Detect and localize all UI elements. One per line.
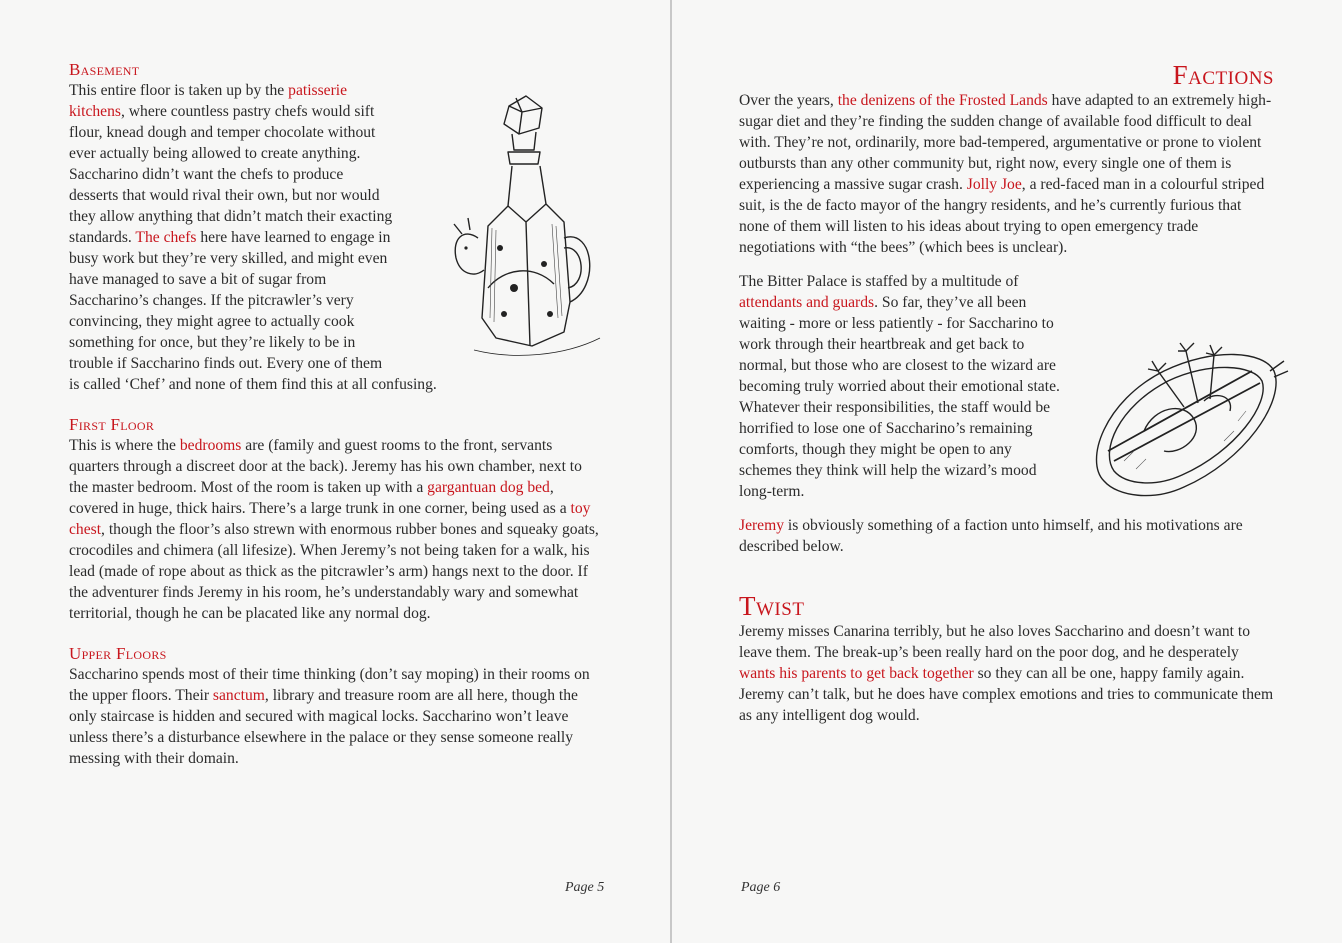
text-span: Saccharino spends most of their time thinking (don’t say moping) in their rooms on the upper floors. Their: [69, 666, 590, 704]
highlight-patisserie-kitchens: patisserie kitchens: [69, 82, 348, 120]
highlight-jeremy: Jeremy: [739, 517, 785, 534]
paragraph-upper-floors: [69, 664, 604, 769]
text-span: This entire floor is taken up by the: [69, 82, 289, 99]
text-span: here have learned to engage in busy work but they’re very skilled, and might even have managed to save a bit of sugar from Saccharino’s changes. If the pitcrawler’s very convincing, they might agree to actually cook something for once, but they’re likely to be in trouble if Saccharino finds out. Every one of them is called ‘Chef’ and none of them find this at all confusing.: [69, 229, 437, 393]
highlight-toy-chest: toy chest: [69, 500, 591, 538]
page-left: [0, 0, 670, 943]
text-span: , though the floor’s also strewn with enormous rubber bones and squeaky goats, crocodiles and chimera (all lifesize). When Jeremy’s not being taken for a walk, his lead (made of rope about as thick as the pitcrawler’s arm) hangs next to the door. If the adventurer finds Jeremy in his room, he’s understandably wary and somewhat territorial, though he can be placated like any normal dog.: [69, 521, 599, 622]
heading-upper-floors: Upper Floors: [69, 644, 167, 663]
text-span: . So far, they’ve all been waiting - more or less patiently - for Saccharino to work through their heartbreak and get back to normal, but those who are closest to the wizard are becoming truly worried about their emotional state. Whatever their responsibilities, the staff would be horrified to lose one of Saccharino’s remaining comforts, though they might be open to any schemes they think will help the wizard’s mood long-term.: [739, 294, 1060, 500]
highlight-dog-bed: gargantuan dog bed: [427, 479, 550, 496]
text-span: Over the years,: [739, 92, 838, 109]
highlight-parents-together: wants his parents to get back together: [739, 665, 974, 682]
text-span: so they can all be one, happy family again. Jeremy can’t talk, but he does have complex emotions and tries to communicate them as any intelligent dog would.: [739, 665, 1274, 724]
text-span: The Bitter Palace is staffed by a multitude of: [739, 273, 1019, 290]
paragraph-first-floor: [69, 435, 604, 624]
text-span: are (family and guest rooms to the front, servants quarters through a discreet door at the back). Jeremy has his own chamber, next to the master bedroom. Most of the room is taken up with a: [69, 437, 582, 496]
highlight-the-chefs: The chefs: [135, 229, 197, 246]
text-span: This is where the: [69, 437, 180, 454]
text-span: is obviously something of a faction unto himself, and his motivations are described below.: [739, 517, 1243, 555]
heading-first-floor: First Floor: [69, 415, 155, 434]
text-span: , where countless pastry chefs would sift flour, knead dough and temper chocolate without ever actually being allowed to create anything. Saccharino didn’t want the chefs to produce desserts that would rival their own, but nor would they allow anything that didn’t match their exacting standards.: [69, 103, 393, 246]
highlight-attendants-guards: attendants and guards: [739, 294, 875, 311]
potion-bottle-illustration: [404, 88, 604, 358]
right-column: [739, 60, 1274, 726]
paragraph-factions-1: [739, 90, 1274, 258]
shield-with-arrows-illustration: [1074, 311, 1304, 511]
paragraph-factions-3: [739, 515, 1274, 557]
highlight-sanctum: sanctum: [212, 687, 265, 704]
paragraph-twist: [739, 621, 1274, 726]
left-column: [69, 60, 604, 769]
page-number: Page 6: [741, 880, 781, 895]
text-span: , library and treasure room are all here, though the only staircase is hidden and secured with magical locks. Saccharino won’t leave unless there’s a disturbance elsewhere in the palace or they sense someone really messing with their domain.: [69, 687, 578, 767]
highlight-denizens: the denizens of the Frosted Lands: [837, 92, 1048, 109]
heading-twist: Twist: [739, 591, 805, 621]
text-span: , covered in huge, thick hairs. There’s a large trunk in one corner, being used as a: [69, 479, 571, 517]
page-number: Page 5: [565, 880, 605, 895]
heading-factions: Factions: [1172, 60, 1274, 90]
text-span: , a red-faced man in a colourful striped suit, is the de facto mayor of the hangry residents, and he’s currently furious that none of them will listen to his ideas about trying to open emergency trade negotiations with “the bees” (which bees is unclear).: [739, 176, 1265, 256]
heading-basement: Basement: [69, 60, 140, 79]
highlight-jolly-joe: Jolly Joe: [966, 176, 1022, 193]
text-span: have adapted to an extremely high-sugar diet and they’re finding the sudden change of available food difficult to deal with. They’re not, ordinarily, more bad-tempered, argumentative or prone to violent outbursts than any other community but, right now, every single one of them is experiencing a massive sugar crash.: [739, 92, 1272, 193]
highlight-bedrooms: bedrooms: [179, 437, 242, 454]
page-right: [672, 0, 1342, 943]
text-span: Jeremy misses Canarina terribly, but he also loves Saccharino and doesn’t want to leave them. The break-up’s been really hard on the poor dog, and he desperately: [739, 623, 1250, 661]
